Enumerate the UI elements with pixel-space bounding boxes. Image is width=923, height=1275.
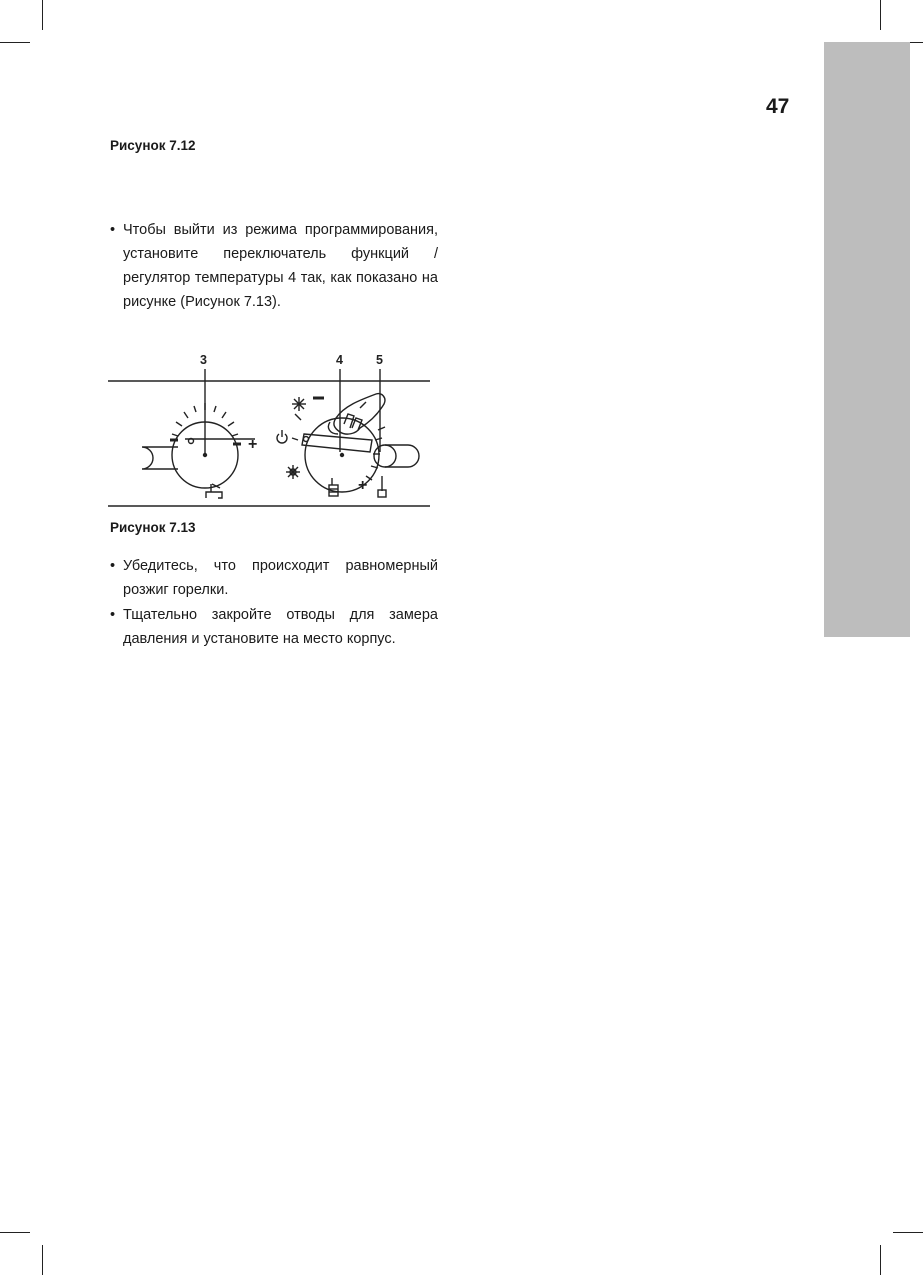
paragraph-check-ignition bbox=[110, 554, 438, 602]
crop-mark bbox=[42, 0, 43, 30]
right-button-housing bbox=[385, 445, 419, 467]
radiator-icon bbox=[329, 478, 338, 496]
crop-mark bbox=[0, 1232, 30, 1233]
figure-caption-7-12: Рисунок 7.12 bbox=[110, 138, 196, 153]
crop-mark bbox=[893, 1232, 923, 1233]
bullet-marker: • bbox=[110, 222, 116, 238]
control-panel-drawing bbox=[108, 348, 430, 510]
sun-icon bbox=[286, 465, 300, 479]
crop-mark bbox=[42, 1245, 43, 1275]
label-knob-3: 3 bbox=[200, 353, 207, 367]
knob-4-marker bbox=[304, 437, 309, 442]
label-button-5: 5 bbox=[376, 353, 383, 367]
button-5 bbox=[374, 445, 396, 467]
hand-turning-knob-icon bbox=[328, 394, 384, 434]
paragraph-exit-programming bbox=[110, 218, 438, 314]
side-tab bbox=[824, 42, 910, 637]
label-knob-4: 4 bbox=[336, 353, 343, 367]
control-panel-figure bbox=[108, 348, 430, 510]
snowflake-icon bbox=[292, 397, 306, 411]
crop-mark bbox=[0, 42, 30, 43]
paragraph-text: Убедитесь, что происходит равномерный розжиг горелки. bbox=[123, 558, 438, 598]
bullet-marker: • bbox=[110, 558, 116, 574]
power-icon bbox=[277, 430, 287, 443]
bullet-marker: • bbox=[110, 607, 116, 623]
knob-3-plus-label: + bbox=[248, 436, 258, 453]
crop-mark bbox=[880, 0, 881, 30]
paragraph-close-taps bbox=[110, 603, 438, 651]
paragraph-text: Чтобы выйти из режима программирования, установите переключатель функций / регулятор температуры 4 так, как показано на рисунке (Рисунок 7.13). bbox=[123, 222, 438, 310]
crop-mark bbox=[880, 1245, 881, 1275]
knob-4-plus-label: + bbox=[358, 477, 368, 494]
knob-4-pointer-bar bbox=[302, 434, 372, 452]
page-number: 47 bbox=[766, 95, 790, 118]
paragraph-text: Тщательно закройте отводы для замера давления и установите на место корпус. bbox=[123, 607, 438, 647]
thermometer-icon bbox=[378, 476, 386, 497]
figure-caption-7-13: Рисунок 7.13 bbox=[110, 520, 196, 535]
